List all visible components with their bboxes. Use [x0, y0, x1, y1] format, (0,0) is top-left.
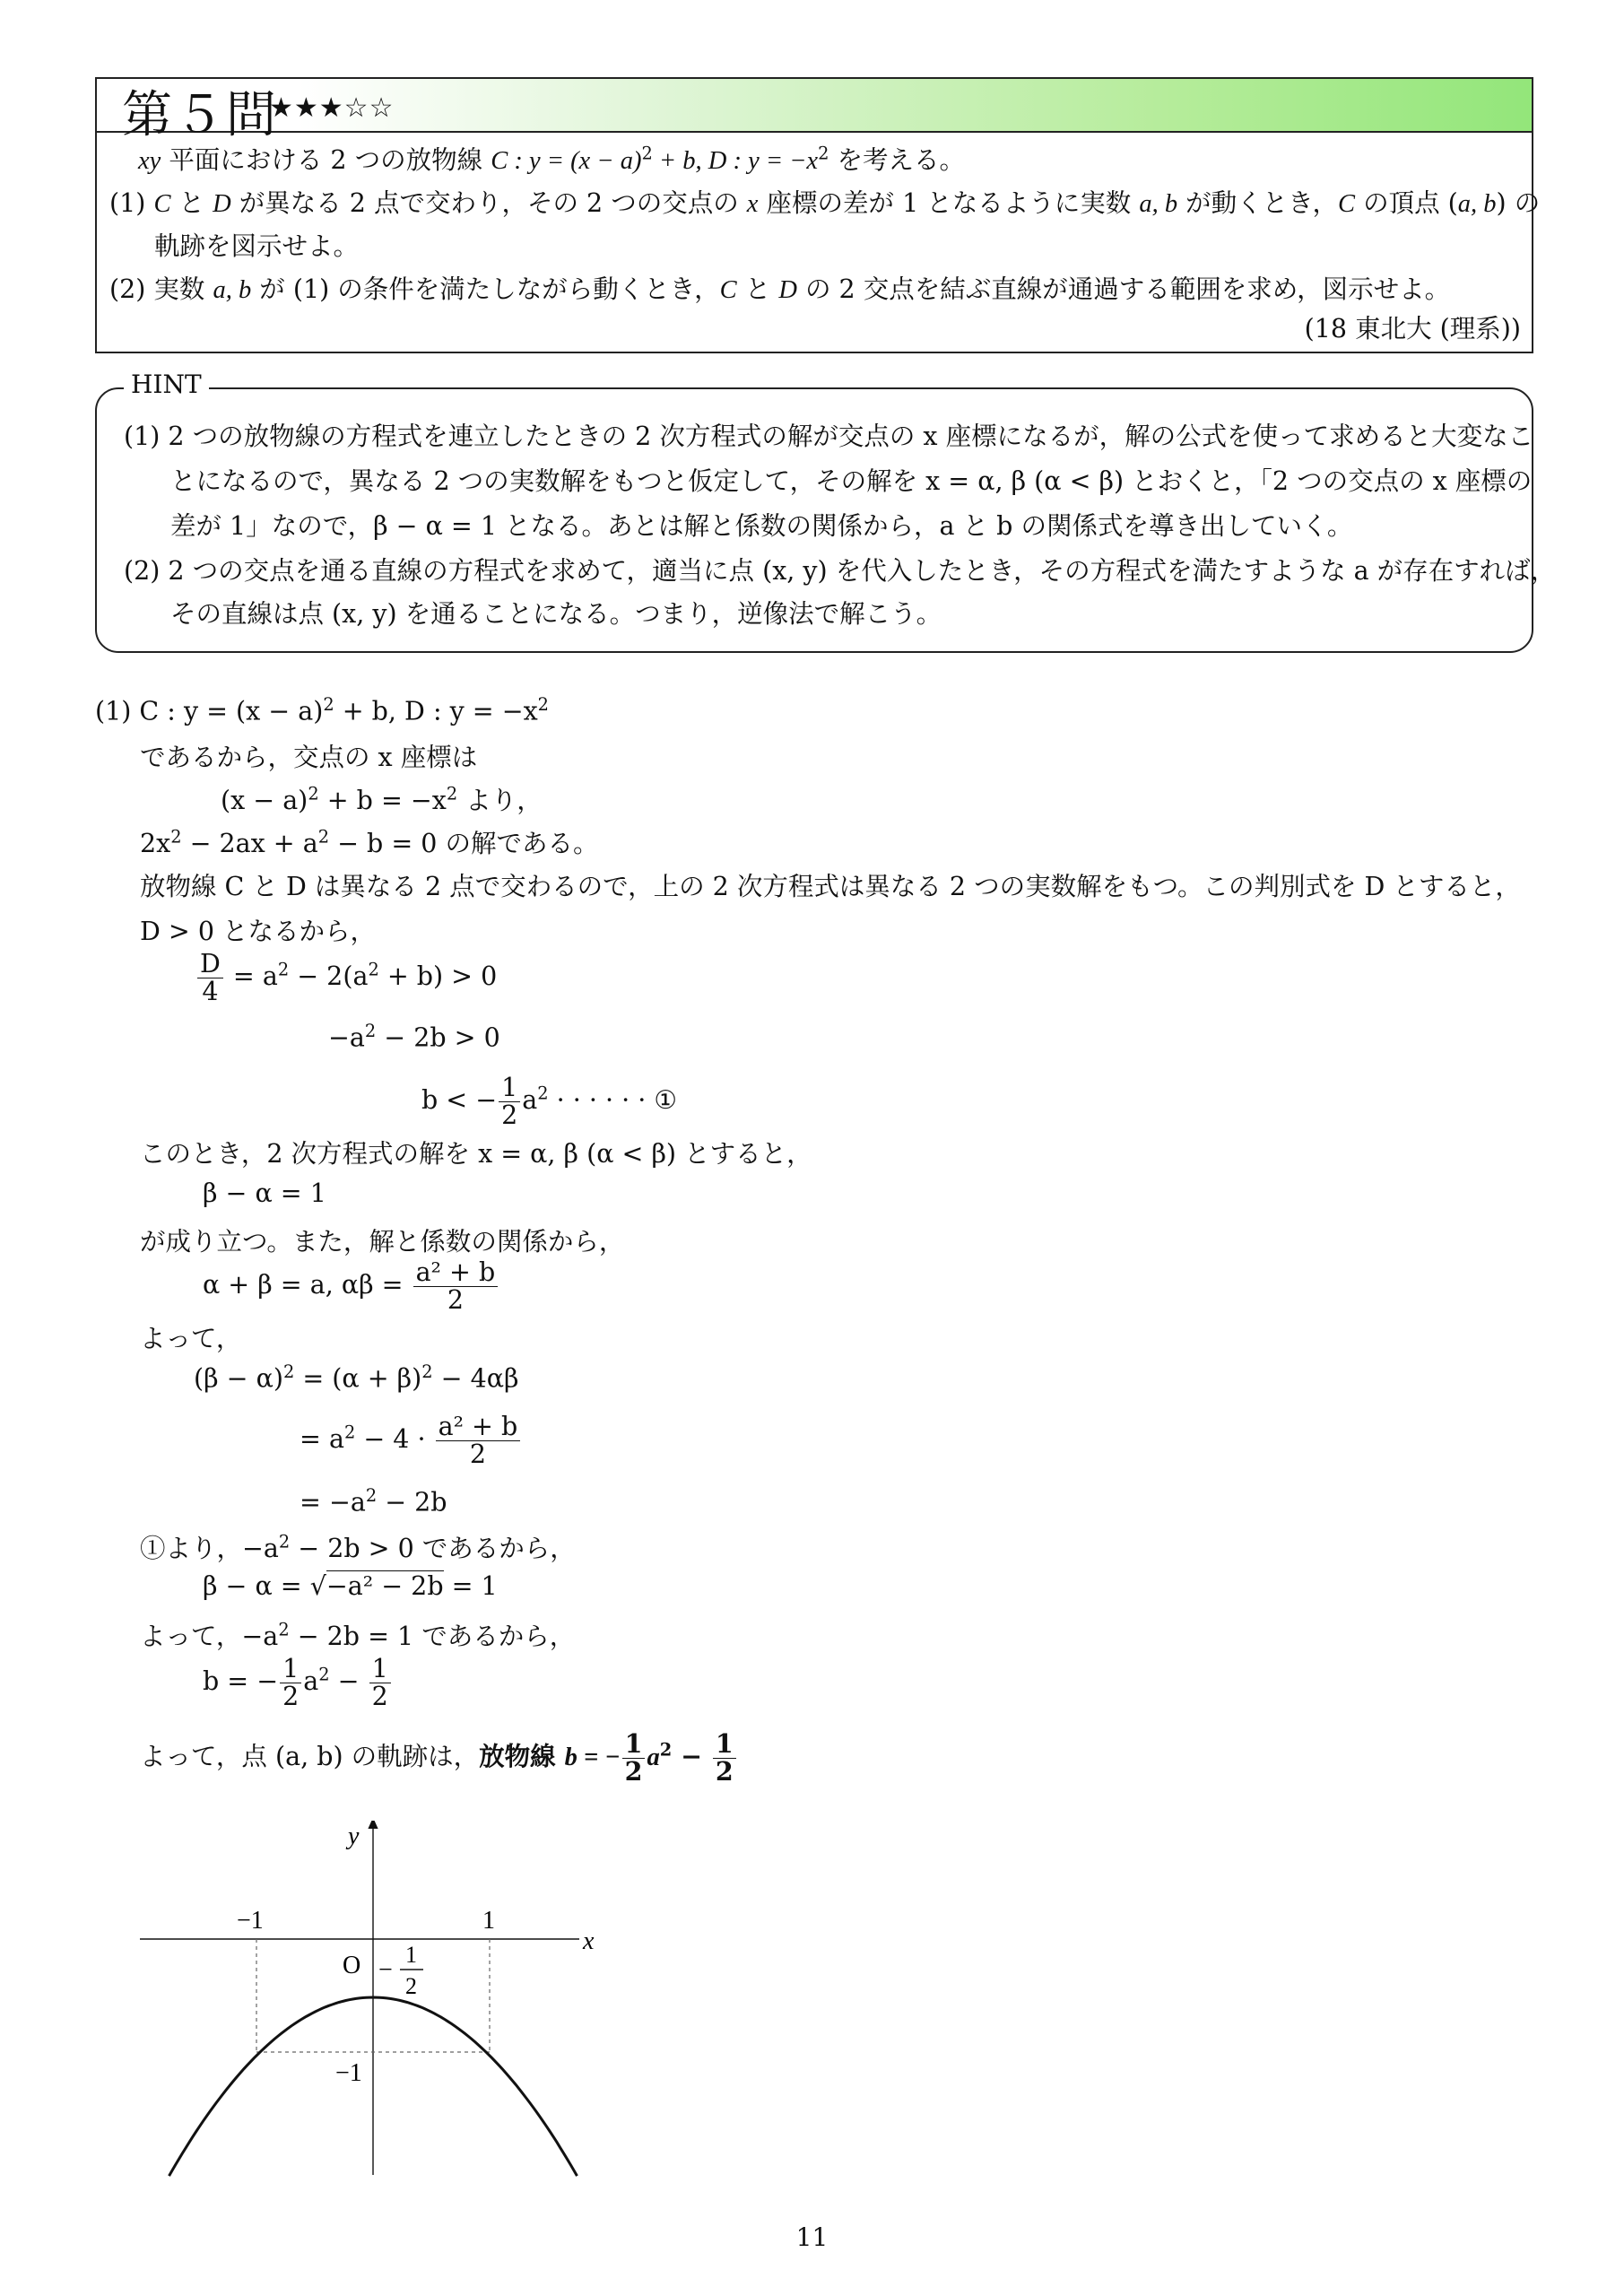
tick-label-neg1-x: −1	[237, 1907, 264, 1935]
solution-line-3: $(x - a)^2 + b = -x^2$ より，	[221, 783, 543, 815]
hint-box	[95, 370, 1557, 653]
tick-label-neg1-y: −1	[335, 2059, 362, 2087]
solution-line-8: $-a^2 - 2b > 0$	[328, 1021, 500, 1053]
vertex-numerator: 1	[405, 1942, 417, 1968]
hint-2-line-2: その直線は点 (x, y) を通ることになる。つまり，逆像法で解こう。	[170, 599, 942, 629]
problem-intro: xy 平面における 2 つの放物線 C : $y = (x - a)^2 + b$, D : $y = -x^2$ を考える。	[138, 143, 965, 175]
origin-label: O	[343, 1952, 361, 1979]
solution-line-2: であるから，交点の x 座標は	[140, 743, 478, 772]
solution-line-18: ①より，$-a^2 - 2b > 0$ であるから，	[140, 1531, 576, 1563]
solution-line-15: $(\beta - \alpha)^2 = (\alpha + \beta)^2 - 4\alpha\beta$	[194, 1361, 519, 1394]
solution-line-12: が成り立つ。また，解と係数の関係から，	[140, 1227, 625, 1257]
solution-line-11: β − α = 1	[203, 1178, 326, 1208]
solution-line-1: (1) C : $y = (x - a)^2 + b$, D : $y = -x^2$	[95, 694, 549, 726]
hint-1-line-1: (1) 2 つの放物線の方程式を連立したときの 2 次方程式の解が交点の x 座標になるが，解の公式を使って求めると大変なこ	[124, 422, 1534, 451]
vertex-denominator: 2	[405, 1973, 417, 1999]
hint-2-line-1: (2) 2 つの交点を通る直線の方程式を求めて，適当に点 (x, y) を代入したとき，その方程式を満たすような a が存在すれば，	[124, 556, 1557, 586]
problem-number: 第５問	[122, 86, 278, 144]
solution-line-13: α + β = a, αβ = $\frac{\text{a² + b}}{2}$	[203, 1259, 499, 1314]
problem-source: (18 東北大 (理系))	[1304, 314, 1521, 344]
vertex-sign: −	[378, 1956, 393, 1984]
x-axis-label: x	[583, 1927, 595, 1955]
locus-graph	[135, 1821, 637, 2179]
difficulty-stars: ★★★☆☆	[269, 92, 395, 124]
solution-line-19: β − α = √−a² − 2b = 1	[203, 1571, 498, 1601]
page-number: 11	[795, 2222, 829, 2252]
solution-line-16: = $a^2 - 4$ · $\frac{\text{a² + b}}{2}$	[300, 1413, 522, 1468]
solution-line-5: 放物線 C と D は異なる 2 点で交わるので，上の 2 次方程式は異なる 2 つの実数解をもつ。この判別式を D とすると，	[140, 872, 1521, 901]
solution-line-9: b < − $\frac{1}{2}$ $a^2$ · · · · · · ①	[421, 1073, 677, 1130]
problem-box	[95, 77, 1541, 353]
solution-line-20: よって，$-a^2 - 2b = 1$ であるから，	[140, 1619, 576, 1651]
title-band	[97, 79, 1532, 144]
question-2: (2) 実数 a, b が (1) の条件を満たしながら動くとき，C と D の 2 交点を結ぶ直線が通過する範囲を求め，図示せよ。	[109, 274, 1451, 304]
hint-1-line-2: とになるので，異なる 2 つの実数解をもつと仮定して，その解を x = α, β (α < β) とおくと，「2 つの交点の x 座標の	[170, 466, 1533, 496]
y-axis-label: y	[348, 1822, 360, 1850]
question-1-line-2: 軌跡を図示せよ。	[154, 231, 360, 261]
solution-line-17: = $-a^2 - 2b$	[300, 1485, 447, 1518]
hint-label: HINT	[124, 370, 209, 399]
solution-line-21: b = − $\frac{1}{2}$ $a^2$ − $\frac{1}{2}$	[203, 1656, 393, 1710]
solution-conclusion: よって，点 (a, b) の軌跡は，放物線 b = − $\frac{1}{2}$ $a^2$ − $\frac{1}{2}$	[140, 1731, 738, 1786]
solution-line-4: $2x^2 - 2ax + a^2 - b = 0$ の解である。	[140, 826, 599, 858]
solution-line-6: D > 0 となるから，	[140, 917, 377, 946]
tick-label-1-x: 1	[482, 1907, 495, 1935]
solution-line-14: よって，	[140, 1324, 242, 1353]
hint-1-line-3: 差が 1」なので，β − α = 1 となる。あとは解と係数の関係から，a と b の関係式を導き出していく。	[170, 511, 1353, 541]
question-1-line-1: (1) C と D が異なる 2 点で交わり，その 2 つの交点の x 座標の差が 1 となるように実数 a, b が動くとき，C の頂点 (a, b) の	[109, 188, 1541, 218]
solution-line-10: このとき，2 次方程式の解を x = α, β (α < β) とすると，	[140, 1139, 812, 1169]
solution-line-7: $\frac{D}{4}$ = $a^2 - 2(a^2 + b) > 0$	[195, 951, 497, 1005]
